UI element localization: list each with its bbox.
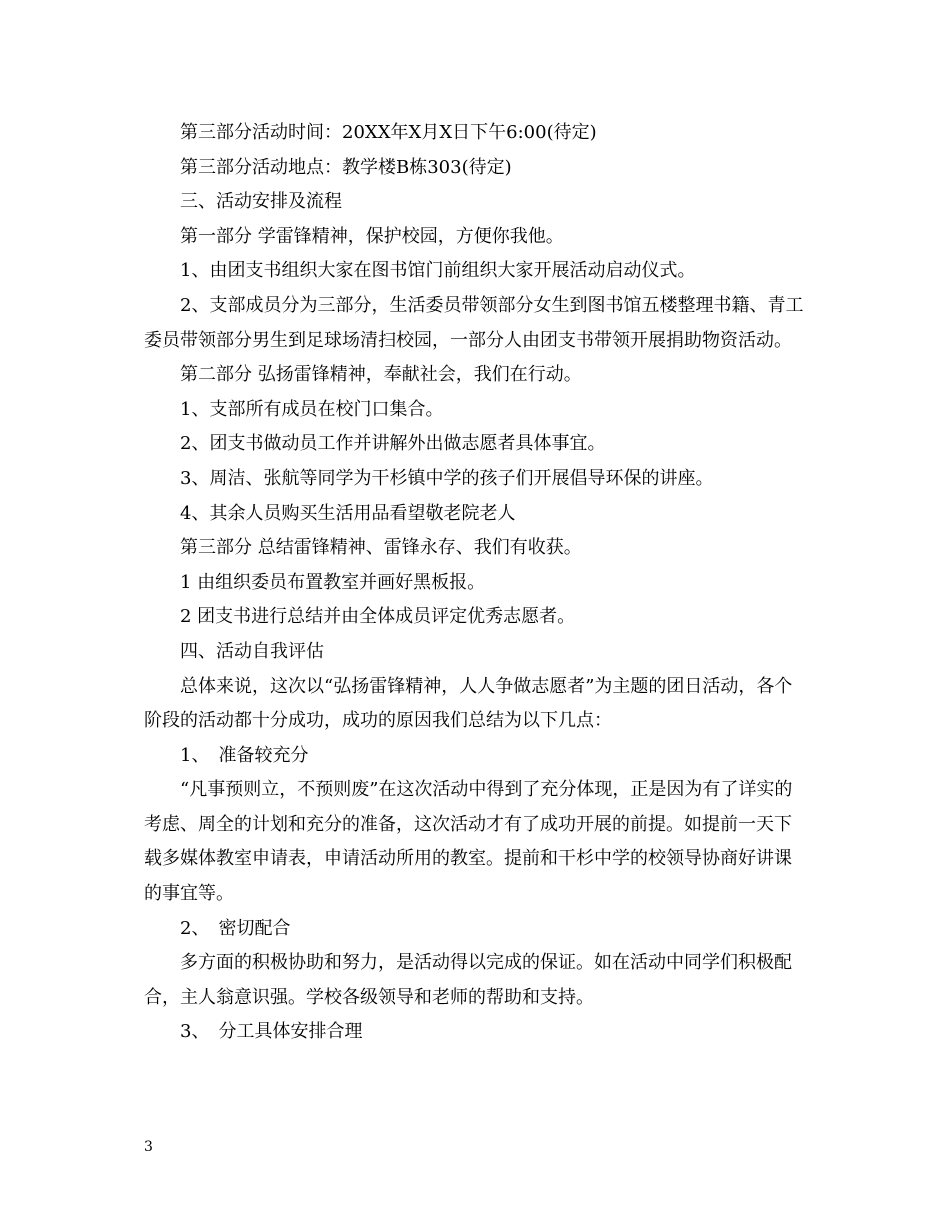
part-one-heading: 第一部分 学雷锋精神，保护校园，方便你我他。 (180, 225, 564, 247)
list-item: 1、由团支书组织大家在图书馆门前组织大家开展活动启动仪式。 (180, 260, 696, 282)
paragraph-preparation: “凡事预则立，不预则废”在这次活动中得到了充分体现，正是因为有了详实的考虑、周全的计划和充分的准备，这次活动才有了成功开展的前提。如提前一天下载多媒体教室申请表，申请活动所用的教室。提前和干杉中学的校领导协商好讲课的事宜等。 (144, 779, 793, 905)
part-two-heading: 第二部分 弘扬雷锋精神，奉献社会，我们在行动。 (180, 364, 582, 386)
paragraph-activity-location: 第三部分活动地点：教学楼B栋303(待定) (180, 156, 512, 178)
subheading-preparation: 1、 准备较充分 (180, 744, 309, 766)
subheading-cooperation: 2、 密切配合 (180, 917, 291, 939)
paragraph-cooperation: 多方面的积极协助和努力，是活动得以完成的保证。如在活动中同学们积极配合，主人翁意识强。学校各级领导和老师的帮助和支持。 (144, 952, 792, 1008)
list-item: 1、支部所有成员在校门口集合。 (180, 398, 444, 420)
section-heading-arrangement: 三、活动安排及流程 (180, 191, 342, 213)
paragraph-activity-time: 第三部分活动时间：20XX年X月X日下午6:00(待定) (180, 122, 597, 143)
list-item: 3、周洁、张航等同学为干杉镇中学的孩子们开展倡导环保的讲座。 (180, 467, 714, 489)
list-item: 1 由组织委员布置教室并画好黑板报。 (180, 571, 486, 593)
list-item: 2、支部成员分为三部分，生活委员带领部分女生到图书馆五楼整理书籍、青工委员带领部分男生到足球场清扫校园，一部分人由团支书带领开展捐助物资活动。 (144, 294, 804, 351)
part-three-heading: 第三部分 总结雷锋精神、雷锋永存、我们有收获。 (180, 537, 582, 559)
page-number: 3 (144, 1139, 153, 1155)
paragraph-summary: 总体来说，这次以“弘扬雷锋精神，人人争做志愿者”为主题的团日活动，各个阶段的活动都十分成功，成功的原因我们总结为以下几点： (144, 675, 793, 732)
list-item: 2、团支书做动员工作并讲解外出做志愿者具体事宜。 (180, 433, 606, 455)
section-heading-self-evaluation: 四、活动自我评估 (180, 640, 324, 662)
document-body (144, 116, 808, 1050)
list-item: 4、其余人员购买生活用品看望敬老院老人 (180, 502, 516, 524)
list-item: 2 团支书进行总结并由全体成员评定优秀志愿者。 (180, 606, 576, 628)
subheading-division-of-work: 3、 分工具体安排合理 (180, 1021, 363, 1043)
